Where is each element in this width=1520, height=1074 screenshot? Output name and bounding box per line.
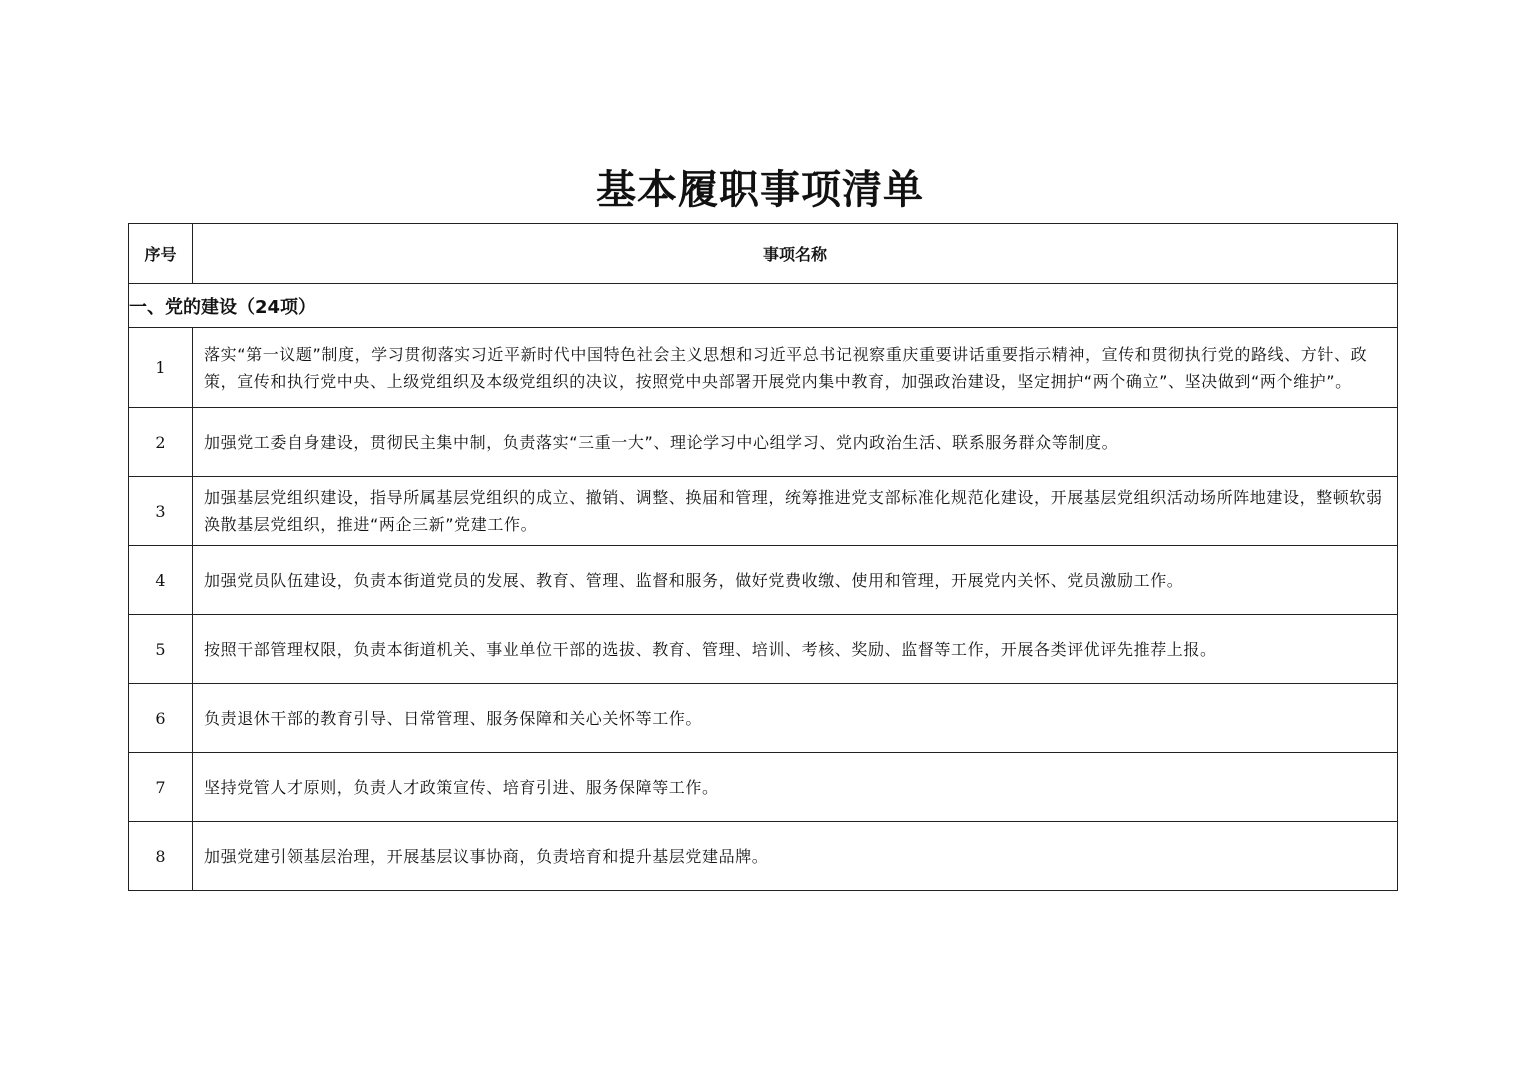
row-seq: 3	[129, 477, 193, 546]
row-seq: 8	[129, 822, 193, 891]
table-row	[129, 408, 1398, 477]
table-row	[129, 328, 1398, 408]
row-item-text: 按照干部管理权限，负责本街道机关、事业单位干部的选拔、教育、管理、培训、考核、奖励、监督等工作，开展各类评优评先推荐上报。	[193, 615, 1398, 684]
table-header-row	[129, 224, 1398, 284]
row-seq: 4	[129, 546, 193, 615]
document-title: 基本履职事项清单	[596, 167, 924, 213]
row-item-text: 落实“第一议题”制度，学习贯彻落实习近平新时代中国特色社会主义思想和习近平总书记视察重庆重要讲话重要指示精神，宣传和贯彻执行党的路线、方针、政策，宣传和执行党中央、上级党组织及本级党组织的决议，按照党中央部署开展党内集中教育，加强政治建设，坚定拥护“两个确立”、坚决做到“两个维护”。	[193, 328, 1398, 408]
row-item-text: 加强党工委自身建设，贯彻民主集中制，负责落实“三重一大”、理论学习中心组学习、党内政治生活、联系服务群众等制度。	[193, 408, 1398, 477]
table-row	[129, 546, 1398, 615]
row-item-text: 加强党建引领基层治理，开展基层议事协商，负责培育和提升基层党建品牌。	[193, 822, 1398, 891]
table-row	[129, 477, 1398, 546]
section-row	[129, 284, 1398, 328]
table-row	[129, 753, 1398, 822]
row-seq: 5	[129, 615, 193, 684]
duty-items-table	[128, 223, 1398, 891]
row-item-text: 加强基层党组织建设，指导所属基层党组织的成立、撤销、调整、换届和管理，统筹推进党支部标准化规范化建设，开展基层党组织活动场所阵地建设，整顿软弱涣散基层党组织，推进“两企三新”党建工作。	[193, 477, 1398, 546]
table-row	[129, 684, 1398, 753]
row-seq: 1	[129, 328, 193, 408]
header-seq: 序号	[129, 224, 193, 284]
row-item-text: 坚持党管人才原则，负责人才政策宣传、培育引进、服务保障等工作。	[193, 753, 1398, 822]
row-item-text: 加强党员队伍建设，负责本街道党员的发展、教育、管理、监督和服务，做好党费收缴、使用和管理，开展党内关怀、党员激励工作。	[193, 546, 1398, 615]
table-row	[129, 615, 1398, 684]
header-item-name: 事项名称	[193, 224, 1398, 284]
row-seq: 2	[129, 408, 193, 477]
section-heading: 一、党的建设（24项）	[129, 284, 1398, 328]
table-row	[129, 822, 1398, 891]
row-item-text: 负责退休干部的教育引导、日常管理、服务保障和关心关怀等工作。	[193, 684, 1398, 753]
row-seq: 7	[129, 753, 193, 822]
row-seq: 6	[129, 684, 193, 753]
